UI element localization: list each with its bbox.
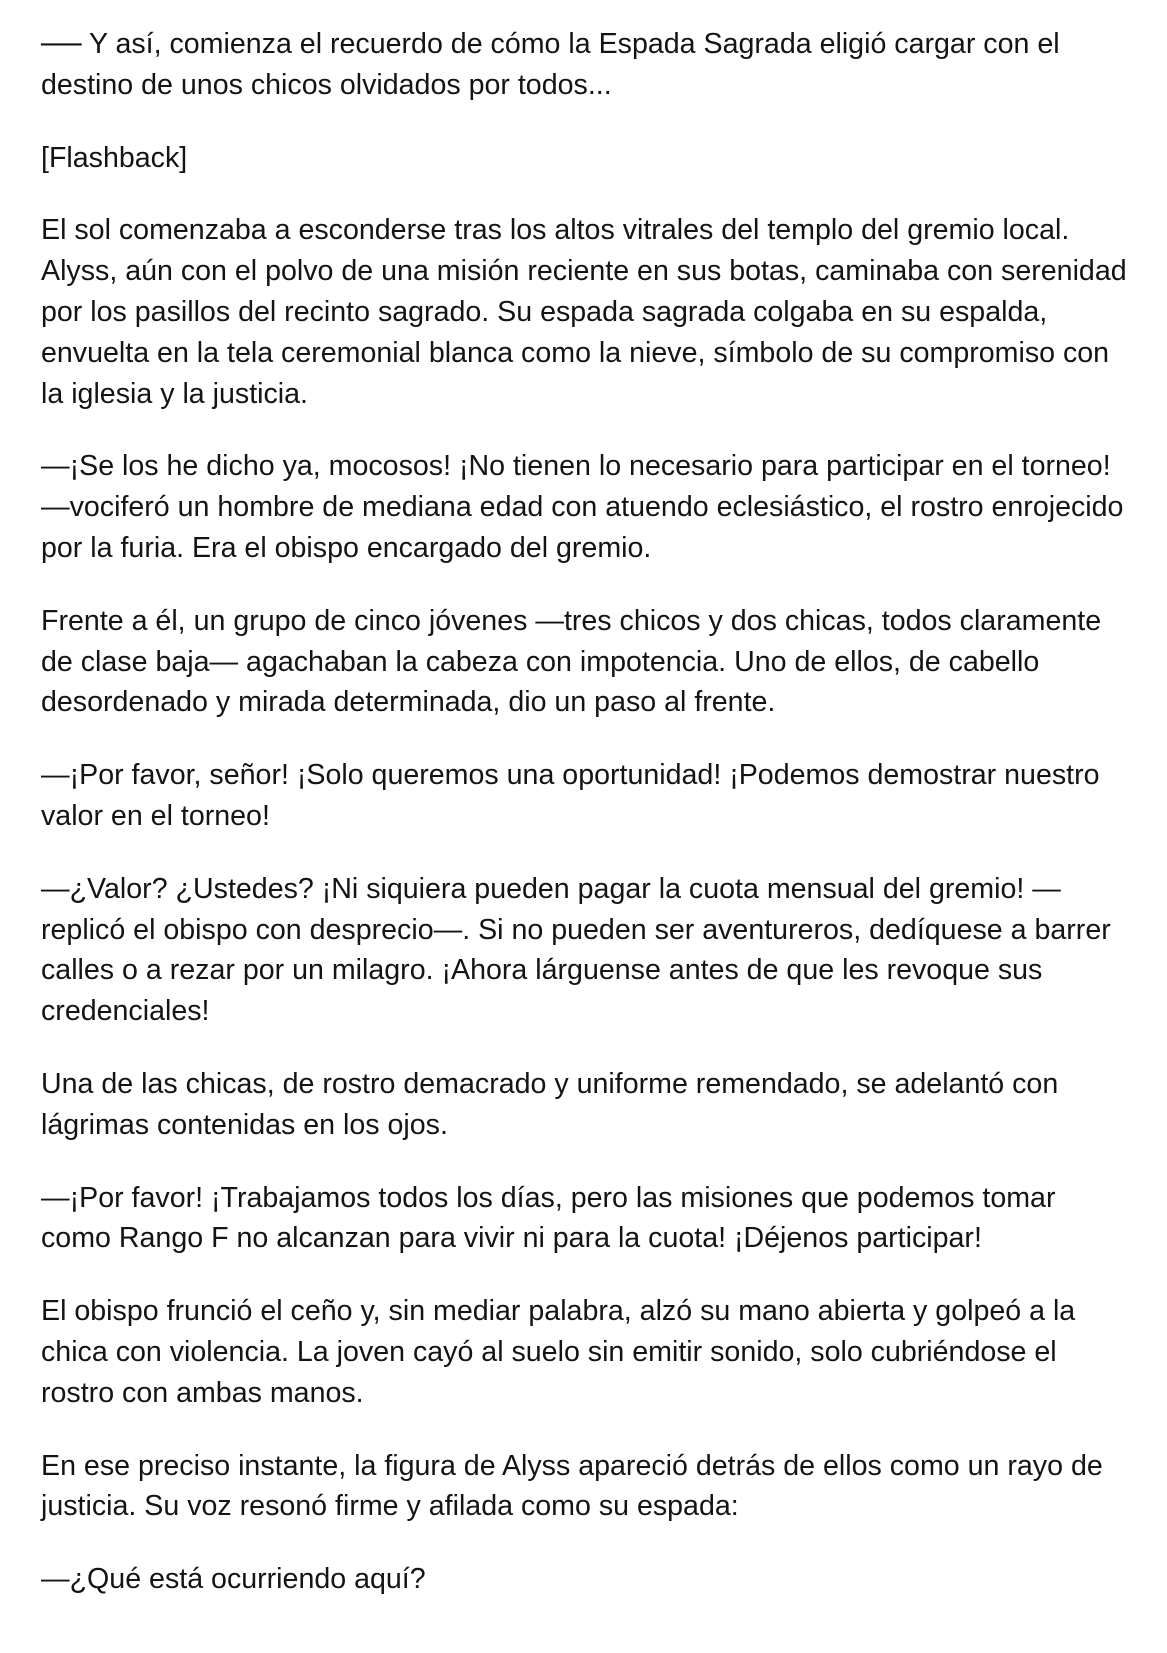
paragraph-bishop-reply: —¿Valor? ¿Ustedes? ¡Ni siquiera pueden pagar la cuota mensual del gremio! —replicó el obispo con desprecio—. Si no pueden ser aventureros, dedíquese a barrer calles o a rezar por un milagro. ¡Ahora lárguense antes de que les revoque sus credenciales! [41, 872, 1111, 1028]
paragraph-alyss-question: —¿Qué está ocurriendo aquí? [41, 1563, 426, 1596]
paragraph-boy-plea: —¡Por favor, señor! ¡Solo queremos una oportunidad! ¡Podemos demostrar nuestro valor en el torneo! [41, 759, 1100, 832]
paragraph-bishop-strikes: El obispo frunció el ceño y, sin mediar palabra, alzó su mano abierta y golpeó a la chica con violencia. La joven cayó al suelo sin emitir sonido, solo cubriéndose el rostro con ambas manos. [41, 1295, 1076, 1409]
paragraph-youths-group: Frente a él, un grupo de cinco jóvenes —tres chicos y dos chicas, todos claramente de clase baja— agachaban la cabeza con impotencia. Uno de ellos, de cabello desordenado y mirada determinada, dio un paso al frente. [41, 604, 1102, 719]
paragraph-intro: ── Y así, comienza el recuerdo de cómo la Espada Sagrada eligió cargar con el destino de unos chicos olvidados por todos... [41, 28, 1060, 101]
paragraph-alyss-appears: En ese preciso instante, la figura de Alyss apareció detrás de ellos como un rayo de justicia. Su voz resonó firme y afilada como su espada: [41, 1449, 1103, 1523]
paragraph-girl-plea: —¡Por favor! ¡Trabajamos todos los días, pero las misiones que podemos tomar como Rango F no alcanzan para vivir ni para la cuota! ¡Déjenos participar! [41, 1181, 1056, 1255]
document-page [41, 24, 1131, 1600]
paragraph-bishop-shout: —¡Se los he dicho ya, mocosos! ¡No tienen lo necesario para participar en el torneo! —vociferó un hombre de mediana edad con atuendo eclesiástico, el rostro enrojecido por la furia. Era el obispo encargado del gremio. [41, 450, 1124, 564]
paragraph-flashback-marker: [Flashback] [41, 141, 188, 174]
paragraph-girl-steps-forward: Una de las chicas, de rostro demacrado y uniforme remendado, se adelantó con lágrimas contenidas en los ojos. [41, 1067, 1059, 1141]
paragraph-temple-scene: El sol comenzaba a esconderse tras los altos vitrales del templo del gremio local. Alyss, aún con el polvo de una misión reciente en sus botas, caminaba con serenidad por los pasillos del recinto sagrado. Su espada sagrada colgaba en su espalda, envuelta en la tela ceremonial blanca como la nieve, símbolo de su compromiso con la iglesia y la justicia. [41, 214, 1127, 410]
